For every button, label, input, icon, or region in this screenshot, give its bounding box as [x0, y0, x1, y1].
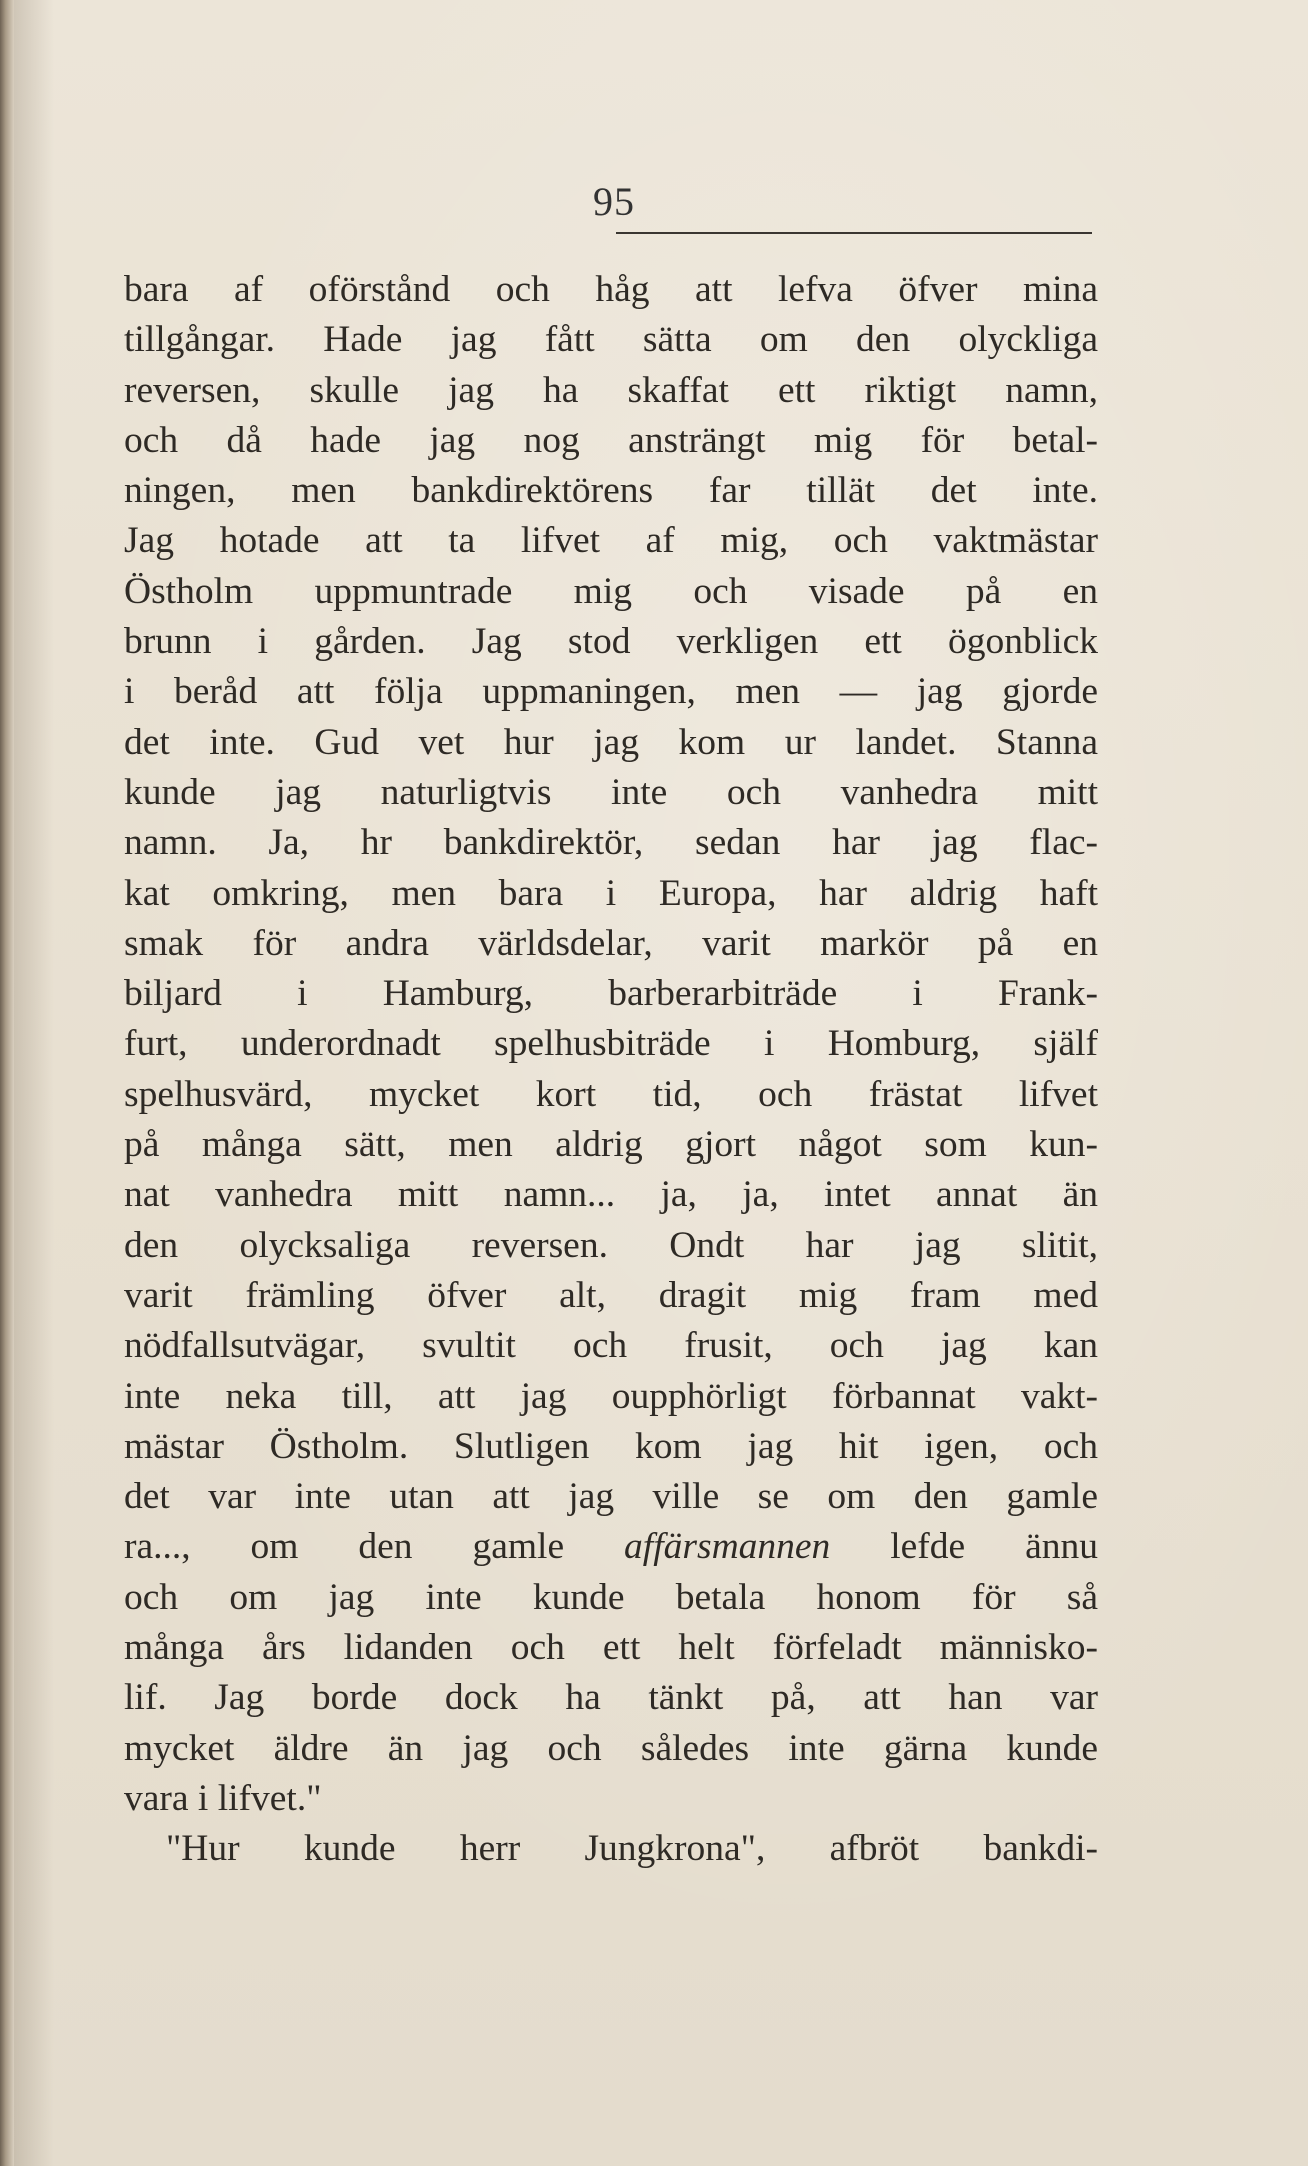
body-text [124, 265, 1098, 1875]
text-line: nat vanhedra mitt namn... ja, ja, intet annat än [124, 1174, 1098, 1216]
italic-word: affärsmannen [624, 1526, 831, 1568]
text-line: biljard i Hamburg, barberarbiträde i Frank- [124, 973, 1098, 1015]
text-line: och om jag inte kunde betala honom för så [124, 1576, 1098, 1618]
text-line: namn. Ja, hr bankdirektör, sedan har jag flac- [124, 822, 1098, 864]
text-line: smak för andra världsdelar, varit markör på en [124, 922, 1098, 964]
text-line: mycket äldre än jag och således inte gärna kunde [124, 1727, 1098, 1769]
text-line-with-italic [124, 1522, 1098, 1572]
text-span: ra..., om den gamle [124, 1526, 625, 1568]
text-line: tillgångar. Hade jag fått sätta om den olyckliga [124, 319, 1098, 361]
text-line: det inte. Gud vet hur jag kom ur landet. Stanna [124, 721, 1098, 763]
text-line: Jag hotade att ta lifvet af mig, och vaktmästar [124, 520, 1098, 562]
text-line: reversen, skulle jag ha skaffat ett riktigt namn, [124, 369, 1098, 411]
text-span: lefde ännu [830, 1526, 1098, 1568]
text-line: den olycksaliga reversen. Ondt har jag slitit, [124, 1224, 1098, 1266]
text-line: på många sätt, men aldrig gjort något som kun- [124, 1124, 1098, 1166]
text-line: nödfallsutvägar, svultit och frusit, och jag kan [124, 1325, 1098, 1367]
text-line: och då hade jag nog ansträngt mig för betal- [124, 419, 1098, 461]
new-paragraph-line: "Hur kunde herr Jungkrona", afbröt bankdi- [166, 1828, 1098, 1870]
text-line: i beråd att följa uppmaningen, men — jag gjorde [124, 671, 1098, 713]
text-line: ningen, men bankdirektörens far tillät det inte. [124, 470, 1098, 512]
text-line: kat omkring, men bara i Europa, har aldrig haft [124, 872, 1098, 914]
book-binding-edge [0, 0, 14, 2166]
text-line: kunde jag naturligtvis inte och vanhedra mitt [124, 771, 1098, 813]
paragraph-end-line: vara i lifvet." [124, 1777, 322, 1819]
text-line: spelhusvärd, mycket kort tid, och frästat lifvet [124, 1073, 1098, 1115]
text-line: inte neka till, att jag oupphörligt förbannat vakt- [124, 1375, 1098, 1417]
text-line: bara af oförstånd och håg att lefva öfver mina [124, 269, 1098, 310]
text-line: furt, underordnadt spelhusbiträde i Homburg, själf [124, 1023, 1098, 1065]
text-line: brunn i gården. Jag stod verkligen ett ögonblick [124, 621, 1098, 663]
text-line: det var inte utan att jag ville se om den gamle [124, 1476, 1098, 1518]
binding-shadow [14, 0, 54, 2166]
header-rule [616, 232, 1092, 234]
text-line: Östholm uppmuntrade mig och visade på en [124, 570, 1098, 612]
text-line: varit främling öfver alt, dragit mig fram med [124, 1274, 1098, 1316]
page-number: 95 [593, 179, 635, 224]
text-line: lif. Jag borde dock ha tänkt på, att han var [124, 1677, 1098, 1719]
text-line: många års lidanden och ett helt förfeladt människo- [124, 1627, 1098, 1669]
text-line: mästar Östholm. Slutligen kom jag hit igen, och [124, 1425, 1098, 1467]
